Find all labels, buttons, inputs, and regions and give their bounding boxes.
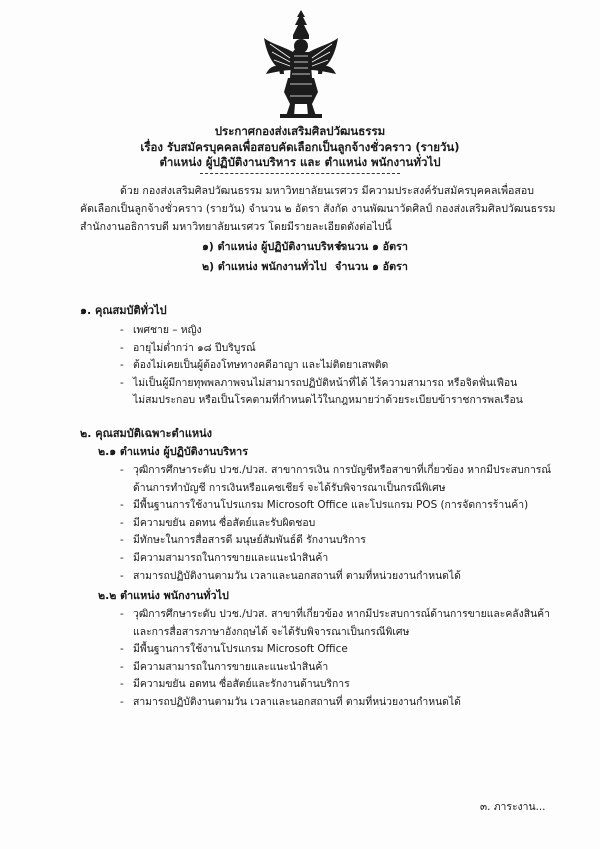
subsection-2-2-list (120, 606, 550, 712)
announcement-header (0, 124, 600, 171)
list-item: - เพศชาย – หญิง (120, 322, 523, 340)
list-item-line-1: - ไม่เป็นผู้มีกายทุพพลภาพจนไม่สามารถปฏิบัติหน้าที่ได้ ไร้ความสามารถ หรือจิตฟั่นเฟือน (133, 376, 518, 389)
list-item: - สามารถปฏิบัติงานตามวัน เวลาและนอกสถานที่ ตามที่หน่วยงานกำหนดได้ (120, 694, 550, 712)
intro-line-2: คัดเลือกเป็นลูกจ้างชั่วคราว (รายวัน) จำนวน ๒ อัตรา สังกัด งานพัฒนาวัดศิลป์ กองส่งเสริมศิลปวัฒนธรรม (80, 203, 556, 215)
list-item-line-1: - วุฒิการศึกษาระดับ ปวช./ปวส. สาขาการเงิน การบัญชีหรือสาขาที่เกี่ยวข้อง หากมีประสบการณ์ (133, 464, 552, 476)
position-1 (202, 238, 408, 255)
list-item (120, 375, 523, 410)
list-item-line-2: ไม่สมประกอบ หรือเป็นโรคตามที่กำหนดไว้ในกฎหมายว่าด้วยระเบียบข้าราชการพลเรือน (133, 394, 523, 407)
position-2-label: ๒) ตำแหน่ง พนักงานทั่วไป (202, 260, 327, 273)
list-item: - มีความขยัน อดทน ซื่อสัตย์และรักงานด้านบริการ (120, 676, 550, 694)
list-item-line-2: ด้านการทำบัญชี การเงินหรือแคชเชียร์ จะได้รับพิจารณาเป็นกรณีพิเศษ (133, 481, 446, 494)
section-1-list (120, 322, 523, 410)
list-item: - สามารถปฏิบัติงานตามวัน เวลาและนอกสถานที่ ตามที่หน่วยงานกำหนดได้ (120, 568, 551, 586)
position-1-count: จำนวน ๑ อัตรา (335, 240, 408, 253)
announcement-subject: เรื่อง รับสมัครบุคคลเพื่อสอบคัดเลือกเป็นลูกจ้างชั่วคราว (รายวัน) (140, 139, 460, 154)
list-item: - มีทักษะในการสื่อสารดี มนุษย์สัมพันธ์ดี รักงานบริการ (120, 532, 551, 550)
garuda-emblem-icon (262, 8, 340, 120)
list-item (120, 606, 550, 641)
list-item: - มีพื้นฐานการใช้งานโปรแกรม Microsoft Office และโปรแกรม POS (การจัดการร้านค้า) (120, 497, 551, 515)
intro-line-1: ด้วย กองส่งเสริมศิลปวัฒนธรรม มหาวิทยาลัยนเรศวร มีความประสงค์รับสมัครบุคคลเพื่อสอบ (120, 185, 534, 197)
list-item: - มีความขยัน อดทน ซื่อสัตย์และรับผิดชอบ (120, 515, 551, 533)
position-1-label: ๑) ตำแหน่ง ผู้ปฏิบัติงานบริหาร (202, 240, 346, 253)
list-item: - ต้องไม่เคยเป็นผู้ต้องโทษทางคดีอาญา และไม่ติดยาเสพติด (120, 357, 523, 375)
subsection-2-1-title: ๒.๑ ตำแหน่ง ผู้ปฏิบัติงานบริหาร (98, 445, 249, 458)
list-item: - มีความสามารถในการขายและแนะนำสินค้า (120, 659, 550, 677)
list-item: - มีความสามารถในการขายและแนะนำสินค้า (120, 550, 551, 568)
announcement-issuer: ประกาศกองส่งเสริมศิลปวัฒนธรรม (214, 124, 386, 138)
list-item (120, 462, 551, 497)
header-divider (200, 173, 400, 174)
subsection-2-1-list (120, 462, 551, 585)
position-2-count: จำนวน ๑ อัตรา (335, 260, 408, 273)
subsection-2-2-title: ๒.๒ ตำแหน่ง พนักงานทั่วไป (98, 589, 229, 602)
continuation-marker: ๓. ภาระงาน... (480, 801, 546, 813)
list-item: - มีพื้นฐานการใช้งานโปรแกรม Microsoft Office (120, 641, 550, 659)
section-2-title: ๒. คุณสมบัติเฉพาะตำแหน่ง (80, 427, 213, 440)
section-1-title: ๑. คุณสมบัติทั่วไป (80, 304, 167, 317)
intro-line-3: สำนักงานอธิการบดี มหาวิทยาลัยนเรศวร โดยมีรายละเอียดดังต่อไปนี้ (80, 221, 392, 233)
list-item: - อายุไม่ต่ำกว่า ๑๘ ปีบริบูรณ์ (120, 340, 523, 358)
position-2 (202, 258, 408, 275)
list-item-line-1: - วุฒิการศึกษาระดับ ปวช./ปวส. สาขาที่เกี่ยวข้อง หากมีประสบการณ์ด้านการขายและคลังสินค้า (133, 608, 550, 620)
list-item-line-2: และการสื่อสารภาษาอังกฤษได้ จะได้รับพิจารณาเป็นกรณีพิเศษ (133, 625, 410, 638)
announcement-positions: ตำแหน่ง ผู้ปฏิบัติงานบริหาร และ ตำแหน่ง พนักงานทั่วไป (159, 155, 441, 169)
